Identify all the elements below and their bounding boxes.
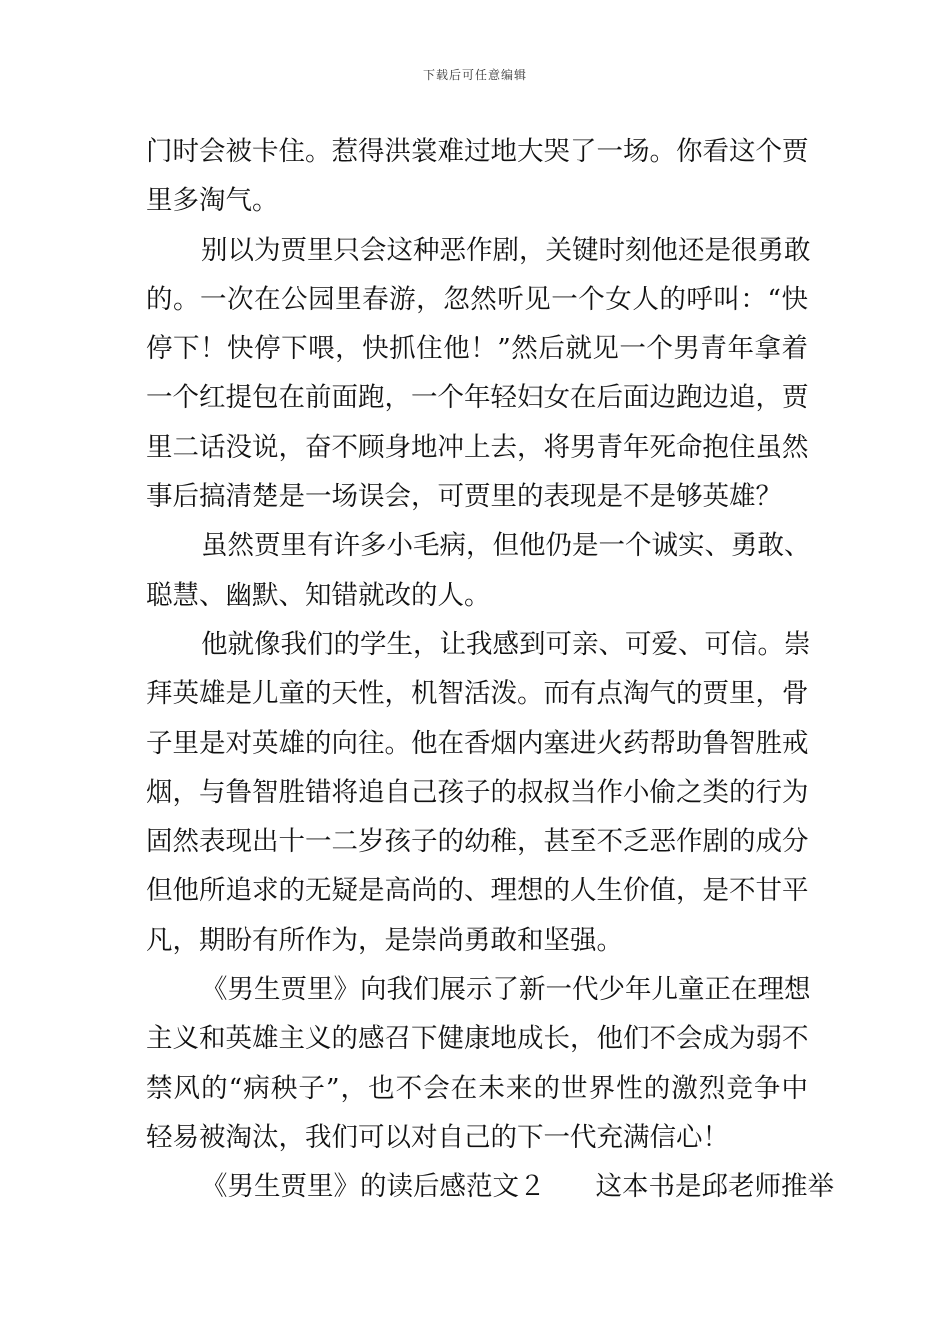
essay-opening: 这本书是邱老师推举 [595,1171,834,1203]
text-line-13: 子里是对英雄的向往。他在香烟内塞进火药帮助鲁智胜戒 [146,727,809,759]
essay-title: 《男生贾里》的读后感范文２ [201,1171,546,1203]
text-line-8: 事后搞清楚是一场误会，可贾里的表现是不是够英雄？ [146,481,782,513]
text-line-12: 拜英雄是儿童的天性，机智活泼。而有点淘气的贾里，骨 [146,678,809,710]
text-line-6: 一个红提包在前面跑，一个年轻妇女在后面边跑边追，贾 [146,382,809,414]
text-line-17: 凡，期盼有所作为，是崇尚勇敢和坚强。 [146,924,623,956]
text-line-15: 固然表现出十一二岁孩子的幼稚，甚至不乏恶作剧的成分 [146,826,809,858]
text-line-10: 聪慧、幽默、知错就改的人。 [146,579,491,611]
text-line-9: 虽然贾里有许多小毛病，但他仍是一个诚实、勇敢、 [201,530,811,562]
text-line-2: 里多淘气。 [146,185,279,217]
text-line-22 [146,1162,834,1211]
text-line-19: 主义和英雄主义的感召下健康地成长，他们不会成为弱不 [146,1023,809,1055]
text-line-7: 里二话没说，奋不顾身地冲上去，将男青年死命抱住虽然 [146,431,809,463]
text-line-20: 禁风的“病秧子”，也不会在未来的世界性的激烈竞争中 [146,1072,808,1104]
text-line-14: 烟，与鲁智胜错将追自己孩子的叔叔当作小偷之类的行为 [146,776,809,808]
text-line-5: 停下！快停下喂，快抓住他！”然后就见一个男青年拿着 [146,333,808,365]
text-line-3: 别以为贾里只会这种恶作剧，关键时刻他还是很勇敢 [201,234,811,266]
text-line-11: 他就像我们的学生，让我感到可亲、可爱、可信。崇 [201,628,811,660]
document-body [146,127,834,1212]
text-line-21: 轻易被淘汰，我们可以对自己的下一代充满信心！ [146,1121,729,1153]
text-line-4: 的。一次在公园里春游，忽然听见一个女人的呼叫：“快 [146,283,808,315]
text-line-1: 门时会被卡住。惹得洪裳难过地大哭了一场。你看这个贾 [146,136,809,167]
page-header: 下载后可任意编辑 [422,68,527,82]
text-line-16: 但他所追求的无疑是高尚的、理想的人生价值，是不甘平 [146,875,809,907]
text-line-18: 《男生贾里》向我们展示了新一代少年儿童正在理想 [201,974,811,1006]
